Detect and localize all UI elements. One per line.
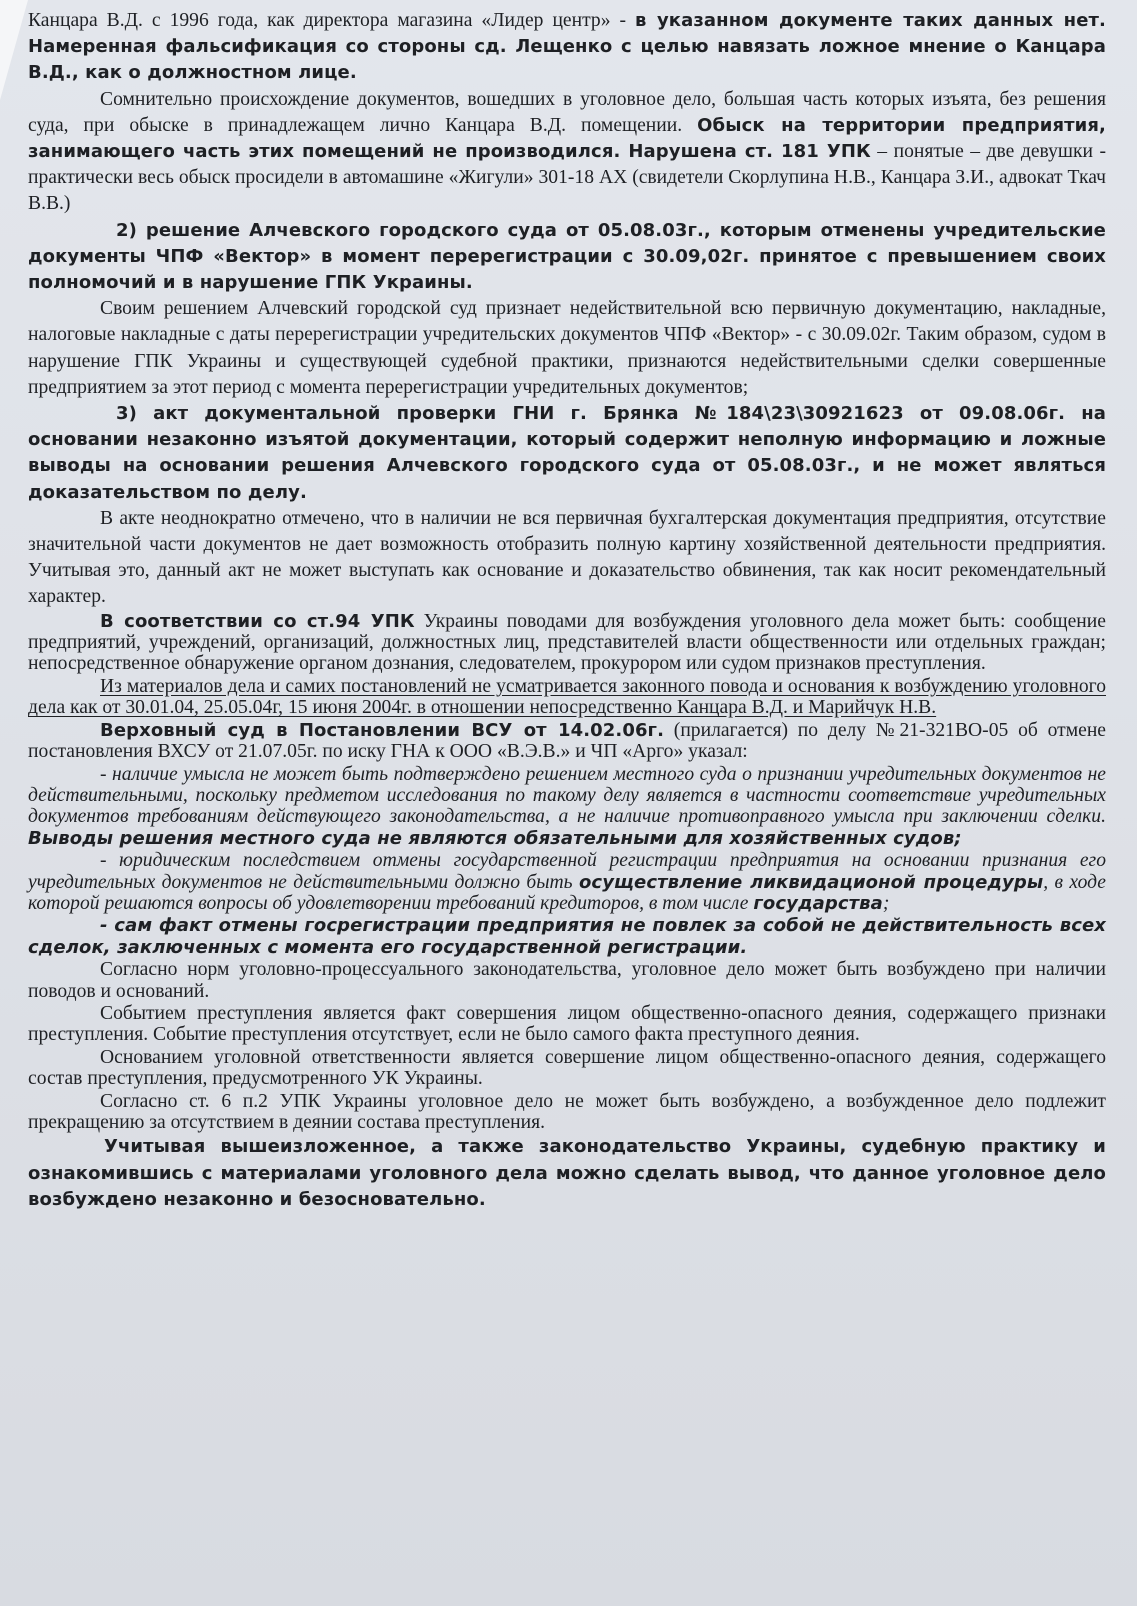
- text: Сомнительно происхождение документов, вошедших в уголовное дело, большая часть которых изъята, без решения суда, при обыске в принадлежащем лично Канцара В.Д. помещении.: [28, 88, 1106, 136]
- bold-text: осуществление ликвидационой процедуры: [578, 871, 1044, 893]
- text: Согласно норм уголовно-процессуального законодательства, уголовное дело может быть возбуждено при наличии поводов и оснований.: [28, 959, 1106, 1002]
- text: Событием преступления является факт совершения лицом общественно-опасного деяния, содержащего признаки преступления. Событие преступления отсутствует, если не было самого факта преступного деяния.: [28, 1002, 1106, 1046]
- text: – понятые – две девушки - практически весь обыск просидели в автомашине «Жигули» 301-18 АХ (свидетели Скорлупина Н.В., Канцара З.И., адвокат Ткач В.В.): [28, 141, 1106, 215]
- bold-text: - сам факт отмены госрегистрации предприятия не повлек за собой не действительность всех сделок, заключенных с момента его государственной регистрации.: [28, 915, 1106, 958]
- text: Канцара В.Д. с 1996 года, как директора магазина «Лидер центр» -: [28, 10, 636, 31]
- text: - юридическим последствием отмены государственной регистрации предприятия на основании признания его учредительных документов не действительными должно быть: [28, 850, 1106, 893]
- bold-text: в указанном документе таких данных нет. Намеренная фальсификация со стороны сд. Лещенко с целью навязать ложное мнение о Канцара В.Д., как о должностном лице.: [28, 10, 1106, 84]
- quote-item-3: [28, 915, 1106, 958]
- bold-text: Обыск на территории предприятия, занимающего часть этих помещений не производился. Нарушена ст. 181 УПК: [28, 114, 1106, 163]
- paragraph-article-6: [28, 1091, 1106, 1134]
- page-corner-fold: [0, 0, 28, 100]
- text: , в ходе которой решаются вопросы об удовлетворении требований кредиторов, в том числе: [28, 871, 1106, 914]
- heading-item-3: [28, 401, 1106, 506]
- quote-item-2: [28, 850, 1106, 914]
- text: ;: [882, 892, 890, 914]
- text: Своим решением Алчевский городской суд признает недействительной всю первичную документацию, накладные, налоговые накладные с даты перерегистрации учредительских документов ЧПФ «Вектор» - с 30.09.02г. Таким образом, судом в нарушение ГПК Украины и существующей судебной практики, признаются недействительными сделки совершенные предприятием за этот период с момента перерегистрации учредительных документов;: [28, 298, 1106, 398]
- bold-text: Учитывая вышеизложенное, а также законодательство Украины, судебную практику и ознакомившись с материалами уголовного дела можно сделать вывод, что данное уголовное дело возбуждено незаконно и безосновательно.: [28, 1136, 1106, 1210]
- paragraph-supreme-court: [28, 720, 1106, 763]
- paragraph-search: [28, 87, 1106, 218]
- paragraph-court-decision: [28, 296, 1106, 401]
- document-body: [28, 8, 1106, 1213]
- paragraph-article-94: [28, 611, 1106, 675]
- text: - наличие умысла не может быть подтверждено решением местного суда о признании учредительных документов не действительными, поскольку предметом исследования по такому делу является в частности соответствие учредительных документов требованиям действующего законодательства, а не наличие противоправного умысла при заключении сделки.: [28, 763, 1106, 828]
- text: В акте неоднократно отмечено, что в наличии не вся первичная бухгалтерская документация предприятия, отсутствие значительной части документов не дает возможность отобразить полную картину хозяйственной деятельности предприятия. Учитывая это, данный акт не может выступать как основание и доказательство обвинения, так как носит рекомендательный характер.: [28, 507, 1106, 608]
- text: (прилагается) по делу №21-321ВО-05 об отмене постановления ВХСУ от 21.07.05г. по иску ГНА к ООО «В.Э.В.» и ЧП «Арго» указал:: [28, 719, 1106, 763]
- paragraph-crime-event: [28, 1003, 1106, 1046]
- text: Украины поводами для возбуждения уголовного дела может быть: сообщение предприятий, учреждений, организаций, должностных лиц, представителей власти общественности или отдельных граждан; непосредственное обнаружение органом дознания, следователем, прокурором или судом признаков преступления.: [28, 610, 1106, 675]
- text: Основанием уголовной ответственности является совершение лицом общественно-опасного деяния, содержащего состав преступления, предусмотренного УК Украины.: [28, 1046, 1106, 1090]
- paragraph-audit-act: [28, 506, 1106, 611]
- paragraph-criminal-liability: [28, 1047, 1106, 1090]
- text: Согласно ст. 6 п.2 УПК Украины уголовное дело не может быть возбуждено, а возбужденное дело подлежит прекращению за отсутствием в деянии состава преступления.: [28, 1090, 1106, 1134]
- bold-text: Выводы решения местного суда не являются обязательными для хозяйственных судов;: [28, 827, 962, 849]
- bold-text: государства: [753, 892, 883, 914]
- bold-text: Верховный суд в Постановлении ВСУ от 14.02.06г.: [100, 719, 665, 741]
- paragraph-final-conclusion: [28, 1134, 1106, 1213]
- bold-text: 3) акт документальной проверки ГНИ г. Брянка №184\23\30921623 от 09.08.06г. на основании незаконно изъятой документации, который содержит неполную информацию и ложные выводы на основании решения Алчевского городского суда от 05.08.03г., и не может являться доказательством по делу.: [28, 403, 1106, 503]
- paragraph-director-claim: [28, 8, 1106, 87]
- quote-item-1: [28, 764, 1106, 850]
- text: Из материалов дела и самих постановлений не усматривается законного повода и основания к возбуждению уголовного дела как от 30.01.04, 25.05.04г, 15 июня 2004г. в отношении непосредственно Канцара В.Д. и Марийчук Н.В.: [28, 675, 1106, 719]
- bold-text: В соответствии со ст.94 УПК: [100, 610, 415, 632]
- paragraph-procedural-law: [28, 959, 1106, 1002]
- bold-text: 2) решение Алчевского городского суда от 05.08.03г., которым отменены учредительские документы ЧПФ «Вектор» в момент перерегистрации с 30.09,02г. принятое с превышением своих полномочий и в нарушение ГПК Украины.: [28, 219, 1106, 294]
- paragraph-underlined-conclusion: [28, 676, 1106, 719]
- heading-item-2: [28, 218, 1106, 297]
